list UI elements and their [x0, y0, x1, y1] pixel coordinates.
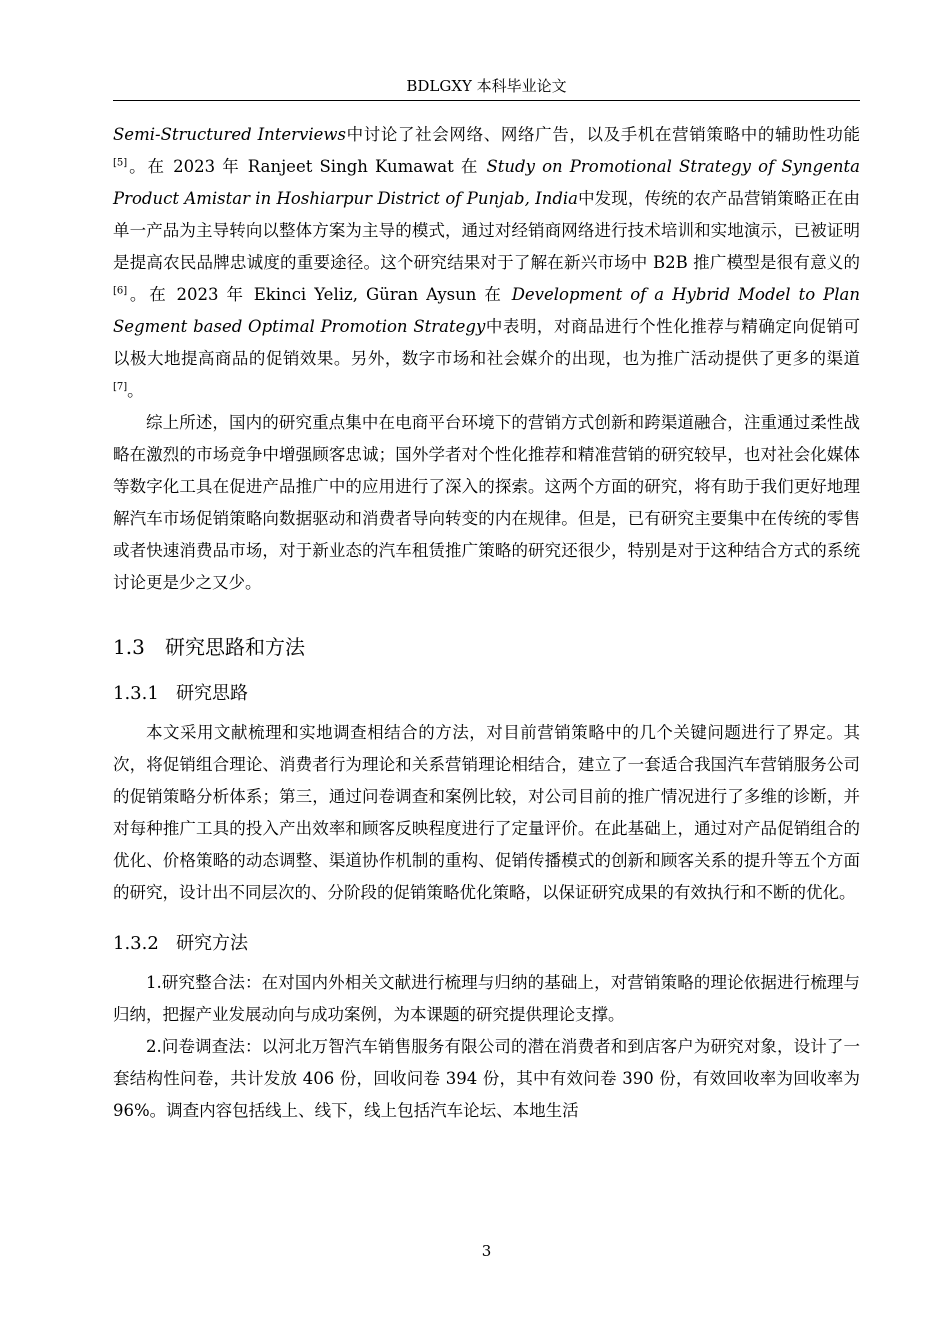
body-text: 。在 2023 年 Ekinci Yeliz, Güran Aysun 在 [127, 285, 512, 304]
paragraph-literature-foreign [113, 119, 860, 407]
paper-title-italic: Semi-Structured Interviews [113, 125, 346, 144]
subsection-title: 研究方法 [176, 933, 248, 954]
subsection-number: 1.3.2 [113, 933, 159, 954]
subsection-number: 1.3.1 [113, 683, 159, 704]
subsection-heading [113, 681, 860, 707]
paragraph-method-survey: 2.问卷调查法：以河北万智汽车销售服务有限公司的潜在消费者和到店客户为研究对象，设计了一套结构性问卷，共计发放 406 份，回收问卷 394 份，其中有效问卷 390 份，有效回收率为回收率为 96%。调查内容包括线上、线下，线上包括汽车论坛、本地生活 [113, 1037, 860, 1120]
citation-ref: [6] [113, 285, 128, 297]
body-text: 。 [127, 381, 144, 400]
section-title: 研究思路和方法 [165, 635, 305, 659]
paper-title-italic: Study on Promotional Strategy of Syngenta Product Amistar in Hoshiarpur District of Punjab, India [113, 157, 861, 208]
body-text: 。在 2023 年 Ranjeet Singh Kumawat 在 [127, 157, 487, 176]
header-rule [113, 100, 860, 101]
body-text: 中发现，传统的农产品营销策略正在由单一产品为主导转向以整体方案为主导的模式，通过对经销商网络进行技术培训和实地演示，已被证明是提高农民品牌忠诚度的重要途径。这个研究结果对于了解在新兴市场中 B2B 推广模型是很有意义的 [113, 189, 860, 272]
citation-ref: [5] [113, 157, 128, 169]
paragraph-summary: 综上所述，国内的研究重点集中在电商平台环境下的营销方式创新和跨渠道融合，注重通过柔性战略在激烈的市场竞争中增强顾客忠诚；国外学者对个性化推荐和精准营销的研究较早，也对社会化媒体等数字化工具在促进产品推广中的应用进行了深入的探索。这两个方面的研究，将有助于我们更好地理解汽车市场促销策略向数据驱动和消费者导向转变的内在规律。但是，已有研究主要集中在传统的零售或者快速消费品市场，对于新业态的汽车租赁推广策略的研究还很少，特别是对于这种结合方式的系统讨论更是少之又少。 [113, 413, 860, 592]
citation-ref: [7] [113, 381, 128, 393]
body-text: 中表明，对商品进行个性化推荐与精确定向促销可以极大地提高商品的促销效果。另外，数字市场和社会媒介的出现，也为推广活动提供了更多的渠道 [113, 317, 861, 368]
paper-title-italic: Development of a Hybrid Model to Plan Segment based Optimal Promotion Strategy [113, 285, 860, 336]
paragraph-research-approach: 本文采用文献梳理和实地调查相结合的方法，对目前营销策略中的几个关键问题进行了界定。其次，将促销组合理论、消费者行为理论和关系营销理论相结合，建立了一套适合我国汽车营销服务公司的促销策略分析体系；第三，通过问卷调查和案例比较，对公司目前的推广情况进行了多维的诊断，并对每种推广工具的投入产出效率和顾客反映程度进行了定量评价。在此基础上，通过对产品促销组合的优化、价格策略的动态调整、渠道协作机制的重构、促销传播模式的创新和顾客关系的提升等五个方面的研究，设计出不同层次的、分阶段的促销策略优化策略，以保证研究成果的有效执行和不断的优化。 [113, 723, 860, 902]
subsection-heading [113, 931, 860, 957]
page-number: 3 [481, 1242, 492, 1260]
running-header: BDLGXY 本科毕业论文 [406, 77, 567, 95]
page-body [113, 119, 860, 1127]
subsection-title: 研究思路 [176, 683, 248, 704]
paragraph-method-literature: 1.研究整合法：在对国内外相关文献进行梳理与归纳的基础上，对营销策略的理论依据进行梳理与归纳，把握产业发展动向与成功案例，为本课题的研究提供理论支撑。 [113, 973, 860, 1024]
body-text: 中讨论了社会网络、网络广告，以及手机在营销策略中的辅助性功能 [346, 125, 861, 144]
section-number: 1.3 [113, 635, 145, 659]
section-heading [113, 633, 860, 661]
